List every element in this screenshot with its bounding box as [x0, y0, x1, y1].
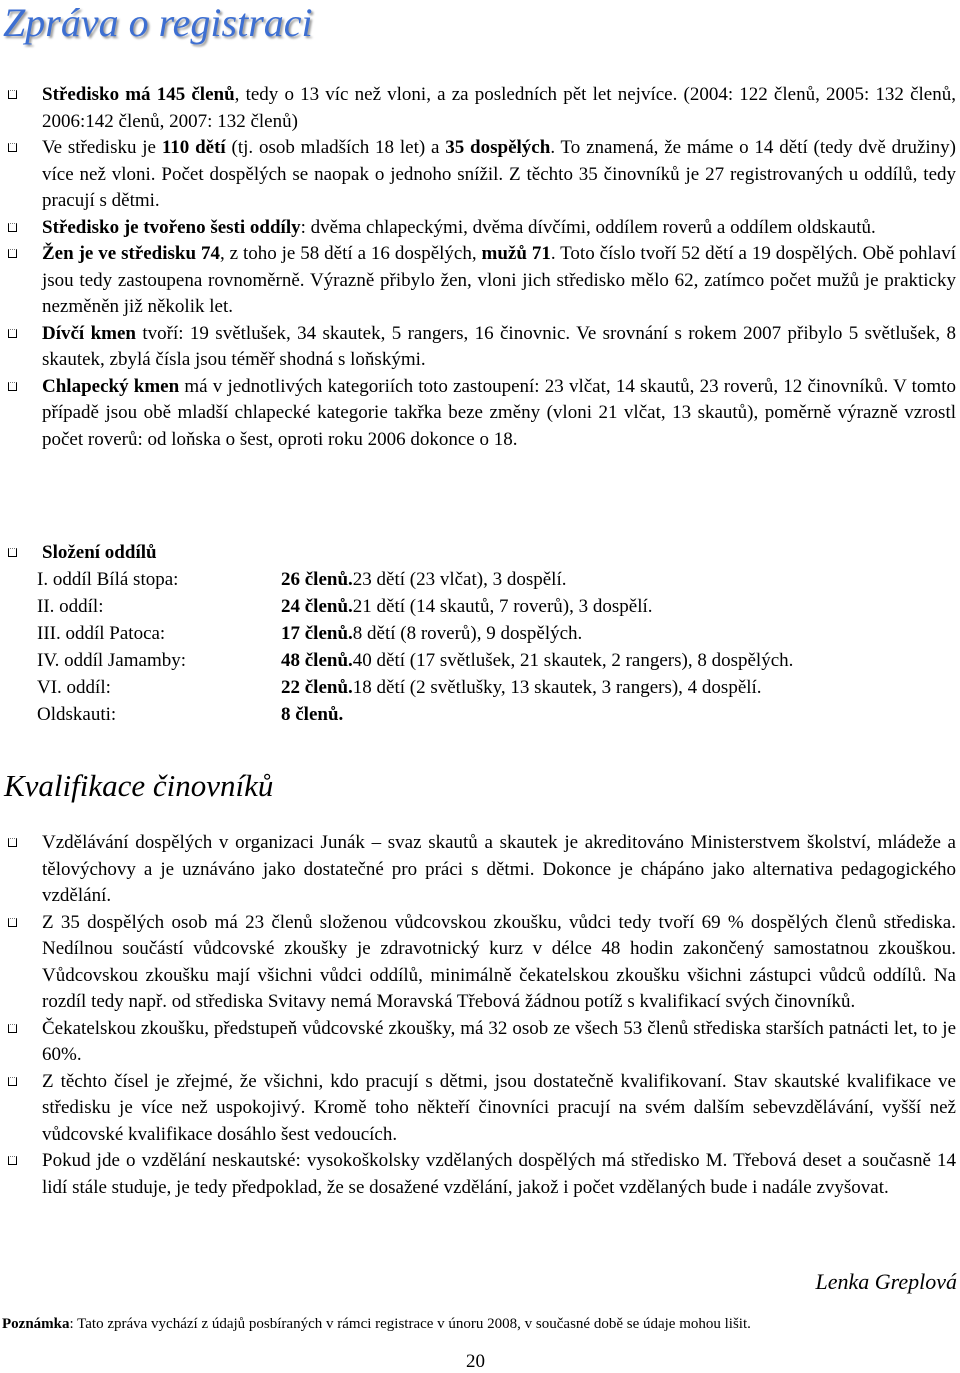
bold-text: Středisko má 145 členů — [42, 84, 235, 105]
bold-text: 110 dětí — [161, 137, 226, 158]
bullet-icon — [8, 548, 17, 557]
item-text: Vzdělávání dospělých v organizaci Junák – svaz skautů a skautek je akreditováno Ministerstvem školství, mládeže a tělovýchovy a je uznáváno jako dostatečné pro práci s dětmi. Dokonce je chápáno jako alternativa pedagogického vzdělání. — [42, 832, 956, 906]
composition-heading-block — [0, 540, 956, 567]
composition-table — [37, 566, 793, 728]
item-text: má v jednotlivých kategoriích toto zastoupení: 23 vlčat, 14 skautů, 23 roverů, 12 činovníků. V tomto případě jsou obě mladší chlapecké kategorie takřka beze změny (vloni 21 vlčat, 13 skautů), poměrně výrazně vzrostl počet roverů: od loňska o šest, oproti roku 2006 dokonce o 18. — [42, 375, 956, 450]
bullet-icon — [8, 329, 17, 338]
table-row — [37, 701, 793, 728]
row-count: 24 členů. — [281, 596, 353, 617]
registration-list — [0, 82, 956, 453]
list-item — [0, 241, 956, 321]
list-item — [0, 135, 956, 215]
list-item — [0, 910, 956, 1016]
list-item — [0, 1148, 956, 1201]
item-text: Čekatelskou zkoušku, předstupeň vůdcovské zkoušky, má 32 osob ze všech 53 členů střediska starších patnácti let, to je 60%. — [42, 1017, 956, 1065]
section-heading: Kvalifikace činovníků — [4, 768, 274, 803]
table-row — [37, 674, 793, 701]
list-item — [0, 830, 956, 910]
bold-text: 35 dospělých — [445, 137, 551, 158]
row-detail: 18 dětí (2 světlušky, 13 skautek, 3 rangers), 4 dospělí. — [352, 677, 762, 698]
list-item — [0, 1016, 956, 1069]
row-count: 48 členů. — [281, 650, 353, 671]
bullet-icon — [8, 382, 17, 391]
bold-text: Chlapecký kmen — [42, 375, 180, 397]
table-row — [37, 566, 793, 593]
list-item — [0, 1069, 956, 1149]
row-label: IV. oddíl Jamamby: — [37, 650, 187, 671]
bold-text: Žen je ve středisku 74 — [42, 243, 220, 264]
table-row — [37, 620, 793, 647]
item-text: : dvěma chlapeckými, dvěma dívčími, oddílem roverů a oddílem oldskautů. — [300, 216, 876, 238]
qualification-list — [0, 830, 956, 1201]
list-item — [0, 321, 956, 374]
footnote-label: Poznámka — [2, 1316, 70, 1332]
bullet-icon — [8, 918, 17, 927]
row-label: Oldskauti: — [37, 704, 117, 725]
page-number: 20 — [466, 1351, 485, 1372]
composition-heading: Složení oddílů — [42, 542, 157, 563]
list-item — [0, 82, 956, 135]
item-text: Pokud jde o vzdělání neskautské: vysokoškolsky vzdělaných dospělých má středisko M. Třebová deset a současně 14 lidí stále studuje, je tedy předpoklad, že se dosažené vzdělání, jakož i počet vzdělaných bude i nadále zvyšovat. — [42, 1150, 956, 1198]
row-detail: 40 dětí (17 světlušek, 21 skautek, 2 rangers), 8 dospělých. — [352, 650, 794, 671]
bullet-icon — [8, 1156, 17, 1165]
list-item — [0, 374, 956, 454]
bullet-icon — [8, 143, 17, 152]
row-label: I. oddíl Bílá stopa: — [37, 569, 179, 590]
bullet-icon — [8, 1024, 17, 1033]
item-text: , z toho je 58 dětí a 16 dospělých, — [219, 243, 482, 264]
bold-text: Dívčí kmen — [42, 322, 136, 344]
item-text: (tj. osob mladších 18 let) a — [225, 137, 446, 158]
table-row — [37, 647, 793, 674]
item-text: . To znamená, že máme o 14 dětí (tedy dvě družiny) více než vloni. Počet dospělých se naopak o jednoho snížil. Z těchto 35 činovníků je 27 registrovaných u oddílů, tedy pracují s dětmi. — [42, 137, 956, 211]
list-item — [0, 540, 956, 567]
bullet-icon — [8, 838, 17, 847]
signature: Lenka Greplová — [815, 1269, 957, 1294]
row-label: II. oddíl: — [37, 596, 104, 617]
item-text: Ve středisku je — [42, 137, 162, 158]
bullet-icon — [8, 90, 17, 99]
item-text: tvoří: 19 světlušek, 34 skautek, 5 rangers, 16 činovnic. Ve srovnání s rokem 2007 přibylo 5 světlušek, 8 skautek, zbylá čísla jsou téměř shodná s loňskými. — [42, 322, 957, 370]
page-title: Zpráva o registraci — [3, 0, 313, 45]
row-detail: 8 dětí (8 roverů), 9 dospělých. — [352, 623, 583, 644]
item-text: Z 35 dospělých osob má 23 členů složenou vůdcovskou zkoušku, vůdci tedy tvoří 69 % dospělých členů střediska. Nedílnou součástí vůdcovské zkoušky je zdravotnický kurz v délce 48 hodin zakončený samostatnou zkouškou. Vůdcovskou zkoušku mají všichni vůdci oddílů, minimálně čekatelskou zkoušku všichni zástupci vůdců oddílů. Na rozdíl tedy např. od střediska Svitavy nemá Moravská Třebová žádnou potíž s kvalifikací svých činovníků. — [42, 911, 956, 1012]
bold-text: mužů 71 — [481, 243, 551, 264]
row-detail: 23 dětí (23 vlčat), 3 dospělí. — [352, 569, 567, 590]
row-label: VI. oddíl: — [37, 677, 111, 698]
table-row — [37, 593, 793, 620]
footnote-text: : Tato zpráva vychází z údajů posbíraných v rámci registrace v únoru 2008, v současné době se údaje mohou lišit. — [69, 1316, 751, 1332]
list-item — [0, 215, 956, 242]
bullet-icon — [8, 223, 17, 232]
row-count: 22 členů. — [281, 677, 353, 698]
bullet-icon — [8, 249, 17, 258]
row-label: III. oddíl Patoca: — [37, 623, 166, 644]
row-count: 26 členů. — [281, 569, 353, 590]
item-text: Z těchto čísel je zřejmé, že všichni, kdo pracují s dětmi, jsou dostatečně kvalifikovaní. Stav skautské kvalifikace ve středisku je více než uspokojivý. Kromě toho někteří činovníci pracují na svém dalším sebevzdělávání, vyšší než vůdcovské kvalifikace dosáhlo šest vedoucích. — [42, 1070, 956, 1145]
row-count: 8 členů. — [281, 704, 344, 725]
bullet-icon — [8, 1077, 17, 1086]
row-count: 17 členů. — [281, 623, 353, 644]
item-text: , tedy o 13 víc než vloni, a za posledních pět let nejvíce. (2004: 122 členů, 2005: 132 členů, 2006:142 členů, 2007: 132 členů) — [42, 84, 956, 132]
bold-text: Středisko je tvořeno šesti oddíly — [42, 216, 301, 238]
row-detail: 21 dětí (14 skautů, 7 roverů), 3 dospělí. — [352, 596, 653, 617]
footnote — [2, 1314, 751, 1334]
item-text: . Toto číslo tvoří 52 dětí a 19 dospělých. Obě pohlaví jsou tedy zastoupena rovnoměrně. Výrazně přibylo žen, vloni jich středisko mělo 62, zatímco počet mužů je prakticky nezměněn již několik let. — [42, 243, 957, 317]
